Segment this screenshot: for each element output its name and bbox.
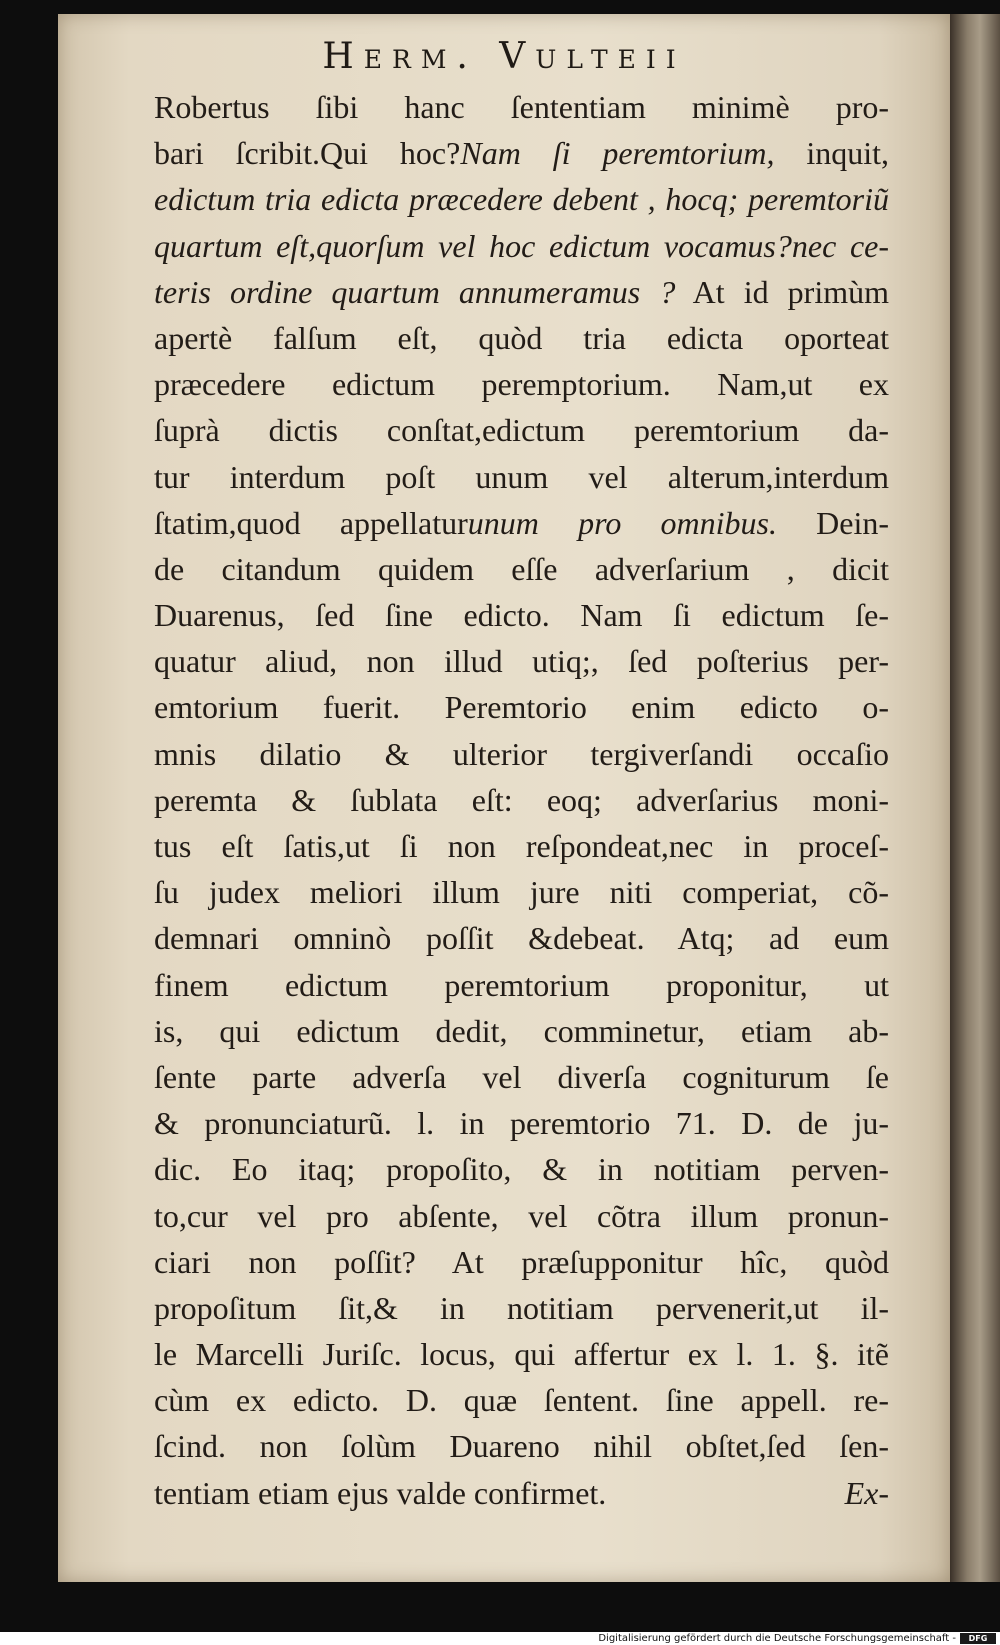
text-line [154, 638, 889, 684]
book-edge [950, 14, 1000, 1582]
line-text: edictum tria edicta præcedere debent , hocq; peremtoriũ [154, 181, 889, 218]
line-text: apertè falſum eſt, quòd tria edicta oporteat [154, 319, 889, 356]
text-line [154, 1100, 889, 1146]
running-head: Herm. Vulteii [322, 36, 686, 77]
line-text: finem edictum peremtorium proponitur, ut [154, 966, 889, 1003]
dfg-logo: DFG [960, 1633, 996, 1644]
line-text: emtorium fuerit. Peremtorio enim edicto o- [154, 689, 889, 726]
body-text [154, 84, 889, 1516]
line-text: Duarenus, ſed ſine edicto. Nam ſi edictum ſe- [154, 597, 889, 634]
line-text: propoſitum ſit,& in notitiam pervenerit,ut il- [154, 1289, 889, 1326]
text-line [154, 361, 889, 407]
line-text: ſuprà dictis conſtat,edictum peremtorium da- [154, 412, 889, 449]
line-text: demnari omninò poſſit &debeat. Atq; ad eum [154, 920, 889, 957]
text-line [154, 546, 889, 592]
line-text: dic. Eo itaq; propoſito, & in notitiam perven- [154, 1151, 889, 1188]
text-line [154, 1146, 889, 1192]
text-line [154, 1470, 889, 1516]
text-line [154, 823, 889, 869]
text-line [154, 223, 889, 269]
line-italic-phrase: unum pro omnibus. [467, 504, 777, 541]
line-text: to,cur vel pro abſente, vel cõtra illum pronun- [154, 1197, 889, 1234]
line-roman-tail: Dein- [776, 504, 889, 541]
line-text: ſtatim,quod appellatur [154, 504, 468, 541]
line-text: quartum eſt,quorſum vel hoc edictum vocamus?nec ce- [154, 227, 889, 264]
text-line [154, 962, 889, 1008]
text-line [154, 407, 889, 453]
line-text: tentiam etiam ejus valde confirmet. [154, 1474, 607, 1511]
line-italic-phrase: Nam ſi peremtorium, [460, 135, 775, 172]
text-line [154, 1331, 889, 1377]
line-text: bari ſcribit.Qui hoc? [154, 135, 461, 172]
text-line [154, 130, 889, 176]
text-line [154, 731, 889, 777]
line-text: ſu judex meliori illum jure niti comperiat, cõ- [154, 874, 889, 911]
line-text: præcedere edictum peremptorium. Nam,ut ex [154, 366, 889, 403]
text-line [154, 500, 889, 546]
line-roman-tail: At id primùm [675, 273, 889, 310]
catchword: Ex- [844, 1474, 889, 1511]
text-line [154, 1239, 889, 1285]
line-text: de citandum quidem eſſe adverſarium , dicit [154, 550, 889, 587]
line-text: ſente parte adverſa vel diverſa cogniturum ſe [154, 1058, 889, 1095]
line-text: Robertus ſibi hanc ſententiam minimè pro- [154, 89, 889, 125]
line-text: quatur aliud, non illud utiq;, ſed poſterius per- [154, 643, 889, 680]
line-text: peremta & ſublata eſt: eoq; adverſarius moni- [154, 781, 889, 818]
text-line [154, 1285, 889, 1331]
line-text: cùm ex edicto. D. quæ ſentent. ſine appell. re- [154, 1382, 889, 1419]
line-text: ciari non poſſit? At præſupponitur hîc, quòd [154, 1243, 889, 1280]
text-line [154, 777, 889, 823]
text-line [154, 176, 889, 222]
text-line [154, 84, 889, 130]
line-text: ſcind. non ſolùm Duareno nihil obſtet,ſed ſen- [154, 1428, 889, 1465]
text-line [154, 915, 889, 961]
line-text: tur interdum poſt unum vel alterum,interdum [154, 458, 889, 495]
line-text: le Marcelli Juriſc. locus, qui affertur ex l. 1. §. itẽ [154, 1336, 889, 1373]
footer-credit: Digitalisierung gefördert durch die Deutsche Forschungsgemeinschaft - [598, 1633, 956, 1644]
footer-bar [0, 1632, 1000, 1645]
text-line [154, 1193, 889, 1239]
line-text: & pronunciaturũ. l. in peremtorio 71. D. de ju- [154, 1105, 889, 1142]
text-line [154, 592, 889, 638]
text-line [154, 684, 889, 730]
line-text: tus eſt ſatis,ut ſi non reſpondeat,nec in proceſ- [154, 828, 889, 864]
line-roman-tail: inquit, [774, 135, 889, 172]
text-line [154, 454, 889, 500]
line-text: is, qui edictum dedit, comminetur, etiam ab- [154, 1012, 889, 1049]
text-line [154, 1054, 889, 1100]
book-page [58, 14, 950, 1582]
line-text: mnis dilatio & ulterior tergiverſandi occaſio [154, 735, 889, 772]
text-line [154, 1423, 889, 1469]
line-text: teris ordine quartum annumeramus ? [154, 273, 676, 310]
text-line [154, 1377, 889, 1423]
text-line [154, 269, 889, 315]
text-line [154, 869, 889, 915]
text-line [154, 315, 889, 361]
text-line [154, 1008, 889, 1054]
